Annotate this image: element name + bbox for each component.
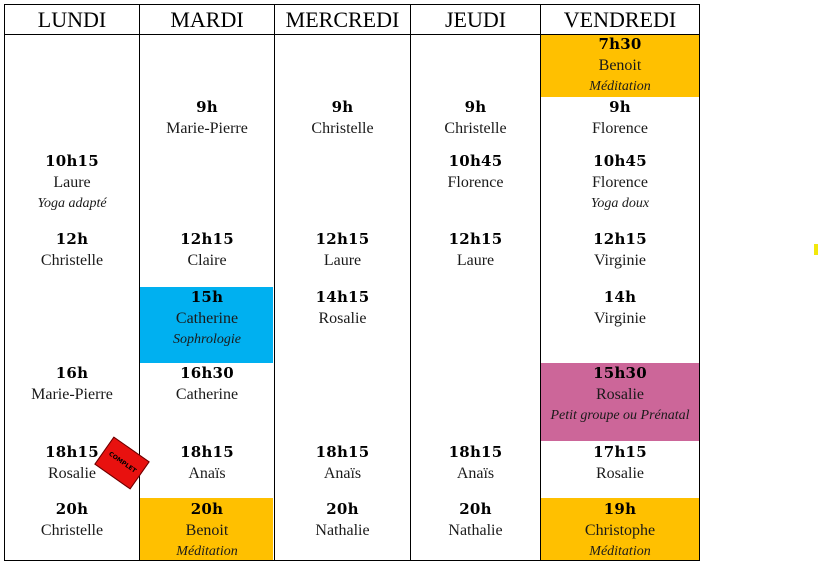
session-mercredi-1415 (275, 286, 410, 330)
session-type: Yoga doux (590, 196, 650, 211)
session-type: Méditation (176, 544, 238, 559)
session-mercredi-9h (275, 96, 410, 140)
complet-badge: COMPLET (94, 436, 150, 489)
session-time: 20h (190, 500, 224, 518)
day-header-vendredi: VENDREDI (563, 7, 677, 32)
session-mercredi-20h (275, 498, 410, 542)
session-vendredi-14h (541, 286, 699, 330)
session-time: 7h30 (598, 35, 642, 53)
session-time: 12h15 (180, 230, 234, 248)
session-time: 17h15 (593, 443, 647, 461)
session-time: 9h (464, 98, 487, 116)
session-vendredi-1045 (541, 150, 699, 213)
decorative-mark (814, 244, 818, 255)
session-time: 18h15 (180, 443, 234, 461)
session-time: 16h30 (180, 364, 234, 382)
session-time: 20h (55, 500, 89, 518)
session-mardi-15h (140, 286, 274, 349)
day-header-lundi: LUNDI (37, 7, 107, 32)
session-time: 16h (55, 364, 89, 382)
session-vendredi-9h (541, 96, 699, 140)
session-teacher: Marie-Pierre (31, 386, 113, 403)
session-jeudi-20h (411, 498, 540, 542)
session-teacher: Nathalie (448, 522, 503, 539)
session-time: 12h15 (593, 230, 647, 248)
session-teacher: Christelle (40, 252, 104, 269)
session-time: 9h (196, 98, 218, 116)
session-teacher: Catherine (175, 310, 239, 327)
session-teacher: Rosalie (596, 465, 644, 482)
session-time: 15h (190, 288, 224, 306)
grid-line (699, 4, 700, 561)
session-lundi-16h (5, 362, 139, 406)
session-mercredi-1815 (275, 441, 410, 485)
session-time: 14h (603, 288, 637, 306)
session-type: Méditation (589, 79, 651, 94)
session-vendredi-0730 (541, 33, 699, 96)
session-teacher: Christelle (40, 522, 104, 539)
session-teacher: Nathalie (315, 522, 370, 539)
session-time: 20h (326, 500, 359, 518)
session-teacher: Rosalie (318, 310, 367, 327)
session-lundi-12h (5, 228, 139, 272)
session-lundi-20h (5, 498, 139, 542)
session-teacher: Laure (53, 174, 91, 191)
session-teacher: Florence (447, 174, 504, 191)
session-teacher: Anaïs (188, 465, 226, 482)
session-teacher: Anaïs (323, 465, 362, 482)
session-teacher: Marie-Pierre (166, 120, 248, 137)
session-teacher: Laure (323, 252, 362, 269)
day-header-mercredi: MERCREDI (285, 7, 400, 32)
day-header-jeudi: JEUDI (444, 7, 507, 32)
session-vendredi-1715 (541, 441, 699, 485)
session-type: Yoga adapté (37, 196, 107, 211)
session-time: 10h45 (448, 152, 503, 170)
session-time: 15h30 (593, 364, 647, 382)
session-mardi-20h (140, 498, 274, 561)
session-type: Petit groupe ou Prénatal (550, 408, 690, 423)
session-teacher: Rosalie (596, 386, 644, 403)
session-teacher: Virginie (593, 310, 647, 327)
session-teacher: Florence (592, 174, 648, 191)
session-teacher: Anaïs (456, 465, 495, 482)
session-mardi-1215 (140, 228, 274, 272)
session-time: 9h (609, 98, 631, 116)
session-vendredi-19h (541, 498, 699, 561)
session-teacher: Christelle (444, 120, 507, 137)
session-mardi-1815 (140, 441, 274, 485)
session-teacher: Christophe (584, 522, 656, 539)
session-time: 18h15 (448, 443, 503, 461)
day-header-mardi: MARDI (170, 7, 244, 32)
session-jeudi-1215 (411, 228, 540, 272)
session-lundi-1015 (5, 150, 139, 213)
session-teacher: Virginie (593, 252, 647, 269)
session-time: 20h (459, 500, 492, 518)
session-jeudi-1045 (411, 150, 540, 194)
session-time: 12h (55, 230, 89, 248)
session-mercredi-1215 (275, 228, 410, 272)
session-mardi-1630 (140, 362, 274, 406)
session-teacher: Catherine (175, 386, 239, 403)
session-teacher: Claire (187, 252, 227, 269)
session-jeudi-9h (411, 96, 540, 140)
session-time: 19h (603, 500, 637, 518)
session-teacher: Christelle (311, 120, 374, 137)
session-vendredi-1215 (541, 228, 699, 272)
session-type: Sophrologie (173, 332, 241, 347)
session-type: Méditation (589, 544, 651, 559)
session-time: 18h15 (315, 443, 370, 461)
session-mardi-9h (140, 96, 274, 140)
session-teacher: Benoit (598, 57, 642, 74)
session-time: 18h15 (45, 443, 99, 461)
session-time: 12h15 (315, 230, 370, 248)
session-jeudi-1815 (411, 441, 540, 485)
session-teacher: Florence (592, 120, 648, 137)
session-teacher: Benoit (185, 522, 229, 539)
session-teacher: Laure (456, 252, 495, 269)
session-time: 10h15 (45, 152, 99, 170)
session-time: 14h15 (315, 288, 370, 306)
session-teacher: Rosalie (48, 465, 96, 482)
session-time: 12h15 (448, 230, 503, 248)
session-time: 10h45 (593, 152, 647, 170)
session-time: 9h (331, 98, 354, 116)
session-vendredi-1530 (541, 362, 699, 425)
